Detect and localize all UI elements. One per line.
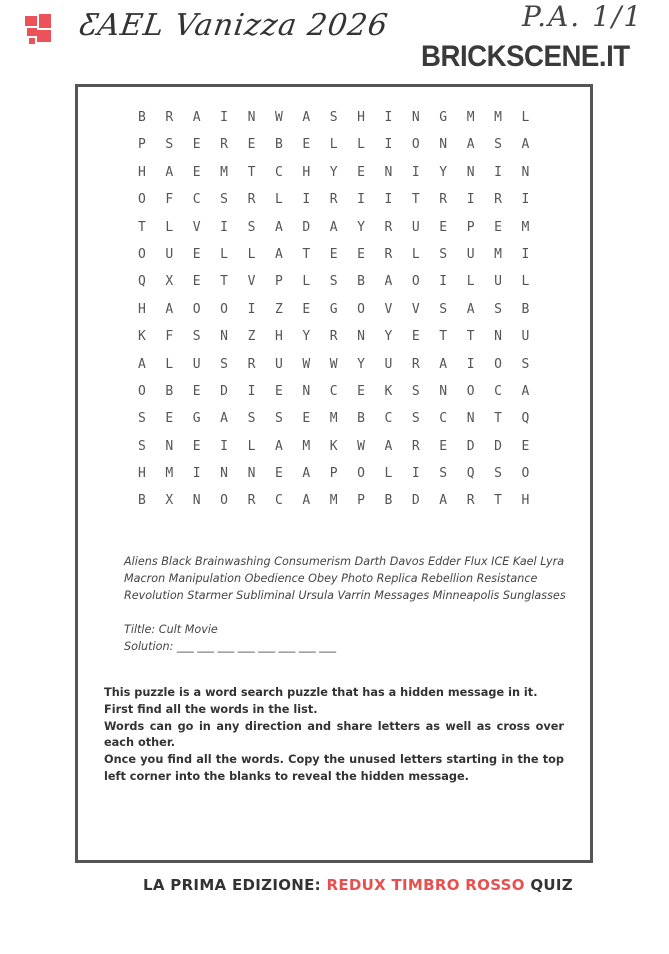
grid-cell: A (384, 274, 393, 290)
grid-cell: T (220, 274, 228, 290)
grid-cell: N (439, 137, 448, 153)
grid-cell: N (165, 438, 174, 454)
grid-cell: A (302, 493, 311, 509)
grid-cell: U (165, 246, 174, 262)
grid-cell: G (192, 411, 201, 427)
grid-cell: P (329, 466, 338, 482)
grid-cell: Y (439, 164, 448, 180)
grid-cell: B (521, 301, 530, 317)
grid-cell: A (192, 110, 201, 125)
grid-cell: R (466, 493, 475, 509)
grid-cell: O (220, 301, 228, 317)
grid-cell: O (521, 466, 530, 482)
grid-cell: P (138, 137, 146, 153)
grid-cell: I (247, 383, 256, 399)
grid-cell: O (138, 192, 146, 208)
grid-cell: L (329, 137, 338, 153)
grid-cell: E (302, 137, 311, 153)
grid-cell: S (247, 411, 256, 427)
grid-cell: S (220, 356, 228, 372)
grid-cell: H (274, 329, 283, 345)
grid-cell: I (384, 110, 393, 125)
grid-cell: R (329, 329, 338, 345)
grid-cell: Q (521, 411, 530, 427)
grid-cell: T (247, 164, 256, 180)
grid-cell: E (411, 329, 420, 345)
grid-cell: R (247, 493, 256, 509)
grid-cell: E (494, 219, 502, 235)
instruction-line: Once you find all the words. Copy the unused letters starting in the top left corner into the blanks to reveal the hidden message. (104, 753, 564, 783)
grid-cell: N (302, 383, 311, 399)
grid-cell: O (220, 493, 228, 509)
grid-cell: E (192, 246, 201, 262)
grid-cell: P (466, 219, 475, 235)
grid-cell: R (411, 356, 420, 372)
grid-cell: A (384, 438, 393, 454)
word-list: Aliens Black Brainwashing Consumerism Darth Davos Edder Flux ICE Kael Lyra Macron Manipulation Obedience Obey Photo Replica Rebellion Resistance Revolution Starmer Subliminal Ursula Varrin Messages Minneapolis Sunglasses (124, 555, 566, 602)
grid-cell: T (466, 329, 475, 345)
grid-cell: C (494, 383, 502, 399)
instruction-line: First find all the words in the list. (104, 702, 318, 716)
grid-cell: C (329, 383, 338, 399)
grid-cell: U (521, 329, 530, 345)
grid-cell: I (521, 246, 530, 262)
handwritten-signature: ƸAEL Vanizza 2026 (77, 8, 391, 43)
grid-cell: P (357, 493, 365, 509)
grid-cell: M (329, 493, 338, 509)
grid-cell: A (165, 164, 174, 180)
grid-cell: N (439, 383, 448, 399)
grid-cell: E (247, 137, 256, 153)
grid-cell: I (521, 192, 530, 208)
grid-cell: A (466, 137, 475, 153)
grid-cell: N (192, 493, 201, 509)
grid-cell: Z (274, 301, 283, 317)
grid-cell: U (192, 356, 201, 372)
grid-cell: I (384, 137, 393, 153)
grid-cell: R (494, 192, 502, 208)
grid-cell: L (165, 219, 174, 235)
grid-cell: E (357, 383, 365, 399)
grid-cell: B (357, 274, 365, 290)
grid-cell: A (165, 301, 174, 317)
grid-cell: E (357, 246, 365, 262)
grid-cell: L (357, 137, 365, 153)
grid-cell: I (357, 192, 365, 208)
grid-cell: W (329, 356, 338, 372)
grid-cell: O (138, 383, 146, 399)
grid-cell: V (192, 219, 201, 235)
grid-cell: M (329, 411, 338, 427)
grid-cell: E (439, 219, 448, 235)
grid-cell: E (192, 137, 201, 153)
grid-cell: C (192, 192, 201, 208)
puzzle-title: Tiltle: Cult Movie (124, 623, 218, 636)
grid-cell: N (357, 329, 365, 345)
grid-cell: R (384, 219, 393, 235)
grid-cell: R (439, 192, 448, 208)
grid-cell: E (302, 301, 311, 317)
grid-cell: T (411, 192, 420, 208)
grid-cell: E (192, 383, 201, 399)
grid-cell: S (494, 137, 502, 153)
grid-cell: O (411, 137, 420, 153)
grid-cell: N (220, 466, 228, 482)
footer-part-red: REDUX TIMBRO ROSSO (326, 876, 525, 894)
solution-blanks: Solution: ___ ___ ___ ___ ___ ___ ___ ___ (124, 640, 337, 653)
grid-cell: H (138, 301, 146, 317)
grid-cell: D (466, 438, 475, 454)
grid-cell: E (357, 164, 365, 180)
grid-cell: L (165, 356, 174, 372)
grid-cell: I (466, 356, 475, 372)
grid-cell: C (274, 493, 283, 509)
footer-caption (143, 876, 573, 894)
grid-cell: U (466, 246, 475, 262)
grid-cell: V (384, 301, 393, 317)
grid-cell: M (521, 219, 530, 235)
grid-cell: W (302, 356, 311, 372)
grid-cell: S (138, 411, 146, 427)
grid-cell: M (165, 466, 174, 482)
grid-cell: N (247, 466, 256, 482)
grid-cell: A (521, 383, 530, 399)
grid-cell: S (411, 383, 420, 399)
grid-cell: Q (466, 466, 475, 482)
instruction-line: Words can go in any direction and share letters as well as cross over each other. (104, 719, 564, 750)
grid-cell: T (138, 219, 146, 235)
grid-cell: H (357, 110, 365, 125)
grid-cell: E (439, 438, 448, 454)
grid-cell: I (220, 110, 228, 125)
grid-cell: O (411, 274, 420, 290)
grid-cell: E (192, 438, 201, 454)
grid-cell: A (302, 466, 311, 482)
grid-cell: E (521, 438, 530, 454)
grid-cell: A (302, 110, 311, 125)
grid-cell: S (247, 219, 256, 235)
grid-cell: I (384, 192, 393, 208)
red-stamp-icon (25, 14, 51, 46)
grid-cell: L (220, 246, 228, 262)
grid-cell: I (439, 274, 448, 290)
grid-cell: L (384, 466, 393, 482)
grid-cell: L (521, 274, 530, 290)
grid-cell: G (329, 301, 338, 317)
grid-cell: N (466, 164, 475, 180)
grid-cell: K (138, 329, 146, 345)
grid-cell: E (165, 411, 174, 427)
grid-cell: O (192, 301, 201, 317)
grid-cell: C (439, 411, 448, 427)
grid-cell: E (192, 274, 201, 290)
grid-cell: N (466, 411, 475, 427)
grid-cell: R (247, 192, 256, 208)
grid-cell: R (384, 246, 393, 262)
grid-cell: S (439, 466, 448, 482)
grid-cell: X (165, 274, 174, 290)
grid-cell: I (411, 164, 420, 180)
grid-cell: Q (138, 274, 146, 290)
grid-cell: K (384, 383, 393, 399)
grid-cell: V (411, 301, 420, 317)
grid-cell: P (274, 274, 283, 290)
grid-cell: L (466, 274, 475, 290)
footer-part-3: QUIZ (524, 876, 573, 894)
grid-cell: T (494, 411, 502, 427)
grid-cell: L (521, 110, 530, 125)
grid-cell: O (357, 466, 365, 482)
grid-cell: I (220, 219, 228, 235)
grid-cell: R (165, 110, 174, 125)
grid-cell: E (274, 466, 283, 482)
grid-cell: S (494, 301, 502, 317)
instructions (104, 685, 564, 786)
grid-cell: A (274, 438, 283, 454)
grid-cell: V (247, 274, 256, 290)
grid-cell: A (274, 246, 283, 262)
grid-cell: L (274, 192, 283, 208)
grid-cell: L (247, 438, 256, 454)
grid-cell: S (329, 110, 338, 125)
grid-cell: S (192, 329, 201, 345)
grid-cell: N (521, 164, 530, 180)
grid-cell: A (220, 411, 228, 427)
grid-cell: F (165, 329, 174, 345)
grid-cell: B (165, 383, 174, 399)
grid-cell: A (466, 301, 475, 317)
grid-cell: S (220, 192, 228, 208)
grid-cell: C (274, 164, 283, 180)
grid-cell: H (302, 164, 311, 180)
grid-cell: I (494, 164, 502, 180)
grid-cell: M (494, 110, 502, 125)
grid-cell: N (220, 329, 228, 345)
grid-cell: A (521, 137, 530, 153)
grid-cell: C (384, 411, 393, 427)
grid-cell: A (329, 219, 338, 235)
grid-cell: O (138, 246, 146, 262)
grid-cell: R (220, 137, 228, 153)
grid-cell: U (411, 219, 420, 235)
grid-cell: M (220, 164, 228, 180)
grid-cell: N (494, 329, 502, 345)
grid-cell: I (220, 438, 228, 454)
grid-cell: R (411, 438, 420, 454)
grid-cell: U (494, 274, 502, 290)
grid-cell: Y (357, 219, 365, 235)
grid-cell: E (302, 411, 311, 427)
grid-cell: G (439, 110, 448, 125)
grid-cell: M (494, 246, 502, 262)
grid-cell: M (466, 110, 475, 125)
grid-cell: A (439, 356, 448, 372)
grid-cell: A (138, 356, 146, 372)
word-search-grid (135, 108, 546, 519)
grid-cell: T (439, 329, 448, 345)
grid-cell: B (357, 411, 365, 427)
grid-cell: Y (384, 329, 393, 345)
grid-cell: S (165, 137, 174, 153)
grid-cell: S (494, 466, 502, 482)
grid-cell: R (247, 356, 256, 372)
grid-cell: A (439, 493, 448, 509)
grid-cell: H (138, 164, 146, 180)
grid-cell: R (329, 192, 338, 208)
grid-cell: O (466, 383, 475, 399)
grid-cell: W (357, 438, 365, 454)
grid-cell: T (302, 246, 311, 262)
grid-cell: T (494, 493, 502, 509)
grid-cell: D (494, 438, 502, 454)
grid-cell: S (521, 356, 530, 372)
grid-cell: I (302, 192, 311, 208)
grid-cell: I (247, 301, 256, 317)
grid-cell: S (274, 411, 283, 427)
grid-cell: B (274, 137, 283, 153)
grid-cell: N (384, 164, 393, 180)
grid-cell: U (274, 356, 283, 372)
grid-cell: S (138, 438, 146, 454)
grid-cell: M (302, 438, 311, 454)
grid-cell: B (384, 493, 393, 509)
grid-cell: H (521, 493, 530, 509)
brand-logo: BRICKSCENE.IT (421, 40, 630, 73)
grid-cell: E (274, 383, 283, 399)
grid-cell: U (384, 356, 393, 372)
grid-cell: I (466, 192, 475, 208)
grid-cell: Y (357, 356, 365, 372)
grid-cell: O (357, 301, 365, 317)
grid-cell: S (329, 274, 338, 290)
grid-cell: H (138, 466, 146, 482)
footer-part-1: LA PRIMA EDIZIONE: (143, 876, 327, 894)
grid-cell: B (138, 110, 146, 125)
grid-cell: Y (329, 164, 338, 180)
grid-cell: B (138, 493, 146, 509)
grid-cell: Y (302, 329, 311, 345)
grid-cell: E (192, 164, 201, 180)
grid-cell: F (165, 192, 174, 208)
grid-cell: I (192, 466, 201, 482)
grid-cell: N (411, 110, 420, 125)
grid-cell: E (329, 246, 338, 262)
grid-cell: L (411, 246, 420, 262)
page-reference: P.A. 1/1 (522, 0, 644, 33)
grid-cell: S (439, 301, 448, 317)
grid-cell: A (274, 219, 283, 235)
grid-cell: D (220, 383, 228, 399)
grid-cell: I (411, 466, 420, 482)
instruction-line: This puzzle is a word search puzzle that has a hidden message in it. (104, 686, 538, 699)
grid-cell: S (439, 246, 448, 262)
grid-cell: L (302, 274, 311, 290)
grid-cell: Z (247, 329, 256, 345)
grid-cell: X (165, 493, 174, 509)
grid-cell: O (494, 356, 502, 372)
grid-cell: D (302, 219, 311, 235)
grid-cell: S (411, 411, 420, 427)
grid-cell: D (411, 493, 420, 509)
grid-cell: N (247, 110, 256, 125)
grid-cell: L (247, 246, 256, 262)
grid-cell: W (274, 110, 283, 125)
grid-cell: K (329, 438, 338, 454)
